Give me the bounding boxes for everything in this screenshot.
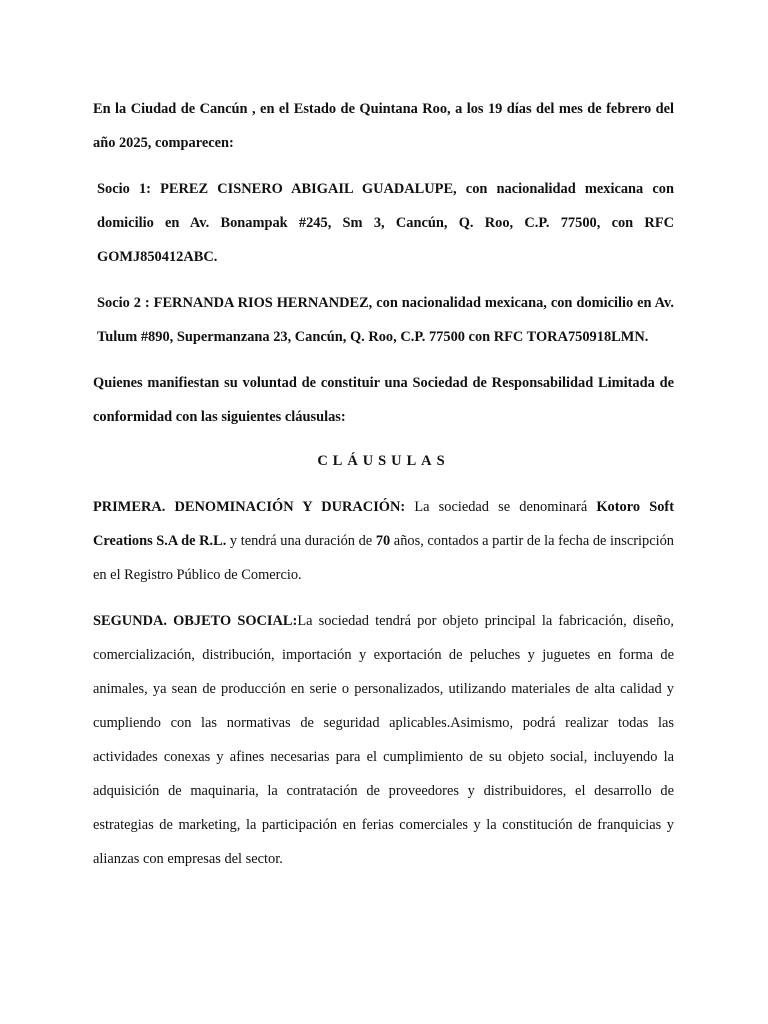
clause-primera-text-3: años, contados a partir de la fecha de inscripción en el Registro Público de Comercio.: [93, 533, 674, 583]
duration-years: 70: [375, 533, 391, 549]
clause-segunda: [93, 604, 674, 876]
clause-primera: [93, 490, 674, 592]
clausulas-title: CLÁUSULAS: [317, 453, 450, 469]
clause-primera-text-2: y tendrá una duración de: [226, 533, 376, 549]
clause-segunda-text: La sociedad tendrá por objeto principal la fabricación, diseño, comercialización, distribución, importación y exportación de peluches y juguetes en forma de animales, ya sean de producción en serie o personalizados, utilizando materiales de alta calidad y cumpliendo con las normativas de seguridad aplicables.Asimismo, podrá realizar todas las actividades conexas y afines necesarias para el cumplimiento de su objeto social, incluyendo la adquisición de maquinaria, la contratación de proveedores y distribuidores, el desarrollo de estrategias de marketing, la participación en ferias comerciales y la constitución de franquicias y alianzas con empresas del sector.: [93, 613, 674, 867]
manifest-paragraph: Quienes manifiestan su voluntad de constituir una Sociedad de Responsabilidad Limitada de conformidad con las siguientes cláusulas:: [93, 375, 674, 425]
socio-1-paragraph: Socio 1: PEREZ CISNERO ABIGAIL GUADALUPE, con nacionalidad mexicana con domicilio en Av. Bonampak #245, Sm 3, Cancún, Q. Roo, C.P. 77500, con RFC GOMJ850412ABC.: [97, 181, 674, 265]
clause-primera-text-1: La sociedad se denominará: [405, 499, 597, 515]
clause-segunda-heading: SEGUNDA. OBJETO SOCIAL:: [93, 613, 298, 629]
intro-paragraph: En la Ciudad de Cancún , en el Estado de Quintana Roo, a los 19 días del mes de febrero del año 2025, comparecen:: [93, 101, 674, 151]
socio-2-paragraph: Socio 2 : FERNANDA RIOS HERNANDEZ, con nacionalidad mexicana, con domicilio en Av. Tulum #890, Supermanzana 23, Cancún, Q. Roo, C.P. 77500 con RFC TORA750918LMN.: [97, 295, 674, 345]
company-name: Kotoro Soft Creations S.A de R.L.: [93, 499, 674, 549]
clause-primera-heading: PRIMERA. DENOMINACIÓN Y DURACIÓN:: [93, 499, 406, 515]
